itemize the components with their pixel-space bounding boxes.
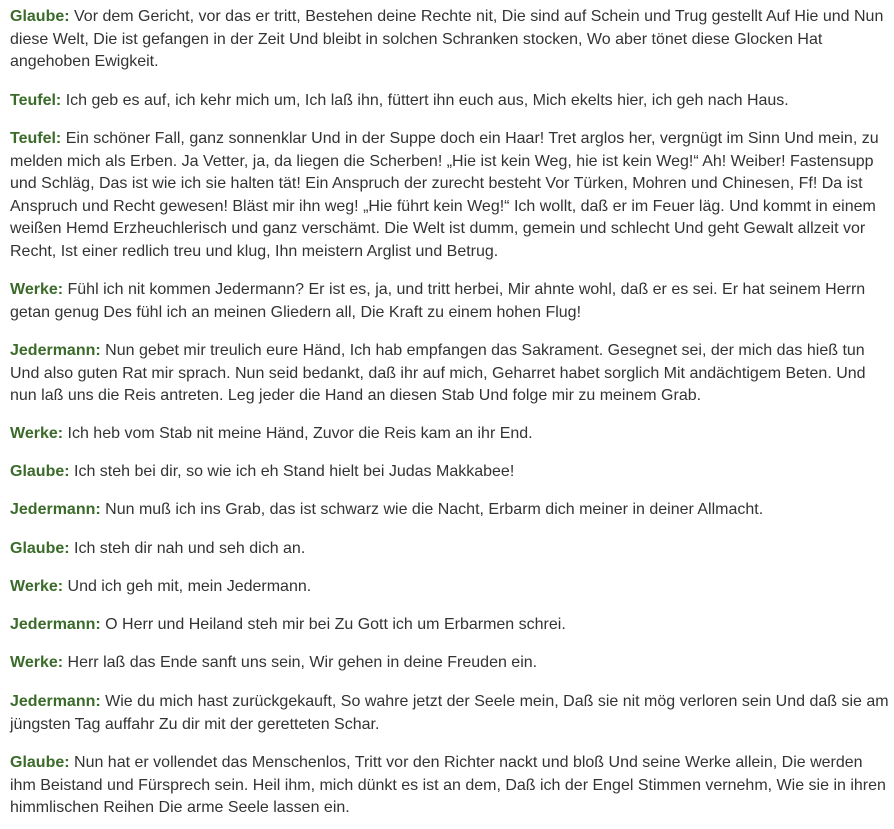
dialogue-line	[10, 423, 892, 446]
line-text: Vor dem Gericht, vor das er tritt, Bestehen deine Rechte nit, Die sind auf Schein und Trug gestellt Auf Hie und Nun diese Welt, Die ist gefangen in der Zeit Und bleibt in solchen Schranken stocken, Wo aber tönet diese Glocken Hat angehoben Ewigkeit.	[10, 8, 884, 71]
speaker-name: Werke:	[10, 654, 64, 671]
dialogue-line	[10, 691, 892, 736]
speaker-name: Jedermann:	[10, 342, 101, 359]
speaker-name: Teufel:	[10, 92, 62, 109]
speaker-name: Werke:	[10, 578, 64, 595]
speaker-name: Glaube:	[10, 754, 70, 771]
line-text: Wie du mich hast zurückgekauft, So wahre jetzt der Seele mein, Daß sie nit mög verloren sein Und daß sie am jüngsten Tag auffahr Zu dir mit der geretteten Schar.	[10, 693, 889, 733]
speaker-name: Glaube:	[10, 8, 70, 25]
speaker-name: Teufel:	[10, 130, 62, 147]
dialogue-line	[10, 340, 892, 408]
dialogue-line	[10, 499, 892, 522]
speaker-name: Glaube:	[10, 463, 70, 480]
line-text: Ich steh dir nah und seh dich an.	[69, 540, 306, 557]
line-text: Ich steh bei dir, so wie ich eh Stand hielt bei Judas Makkabee!	[69, 463, 515, 480]
speaker-name: Werke:	[10, 425, 64, 442]
dialogue-line	[10, 461, 892, 484]
dialogue-line	[10, 752, 892, 820]
line-text: Und ich geh mit, mein Jedermann.	[63, 578, 312, 595]
line-text: O Herr und Heiland steh mir bei Zu Gott ich um Erbarmen schrei.	[100, 616, 566, 633]
dialogue-line	[10, 90, 892, 113]
dialogue-line	[10, 538, 892, 561]
dialogue-line	[10, 279, 892, 324]
dialogue-line	[10, 576, 892, 599]
dialogue-line	[10, 6, 892, 74]
speaker-name: Werke:	[10, 281, 64, 298]
dialogue-line	[10, 128, 892, 264]
line-text: Herr laß das Ende sanft uns sein, Wir gehen in deine Freuden ein.	[63, 654, 538, 671]
speaker-name: Jedermann:	[10, 501, 101, 518]
speaker-name: Glaube:	[10, 540, 70, 557]
line-text: Nun muß ich ins Grab, das ist schwarz wie die Nacht, Erbarm dich meiner in deiner Allmacht.	[100, 501, 764, 518]
line-text: Nun gebet mir treulich eure Händ, Ich hab empfangen das Sakrament. Gesegnet sei, der mich das hieß tun Und also guten Rat mir sprach. Nun seid bedankt, daß ihr auf mich, Geharret habet sorglich Mit andächtigem Beten. Und nun laß uns die Reis antreten. Leg jeder die Hand an diesen Stab Und folge mir zu meinem Grab.	[10, 342, 866, 405]
line-text: Ich heb vom Stab nit meine Händ, Zuvor die Reis kam an ihr End.	[63, 425, 533, 442]
line-text: Ein schöner Fall, ganz sonnenklar Und in der Suppe doch ein Haar! Tret arglos her, vergnügt im Sinn Und mein, zu melden mich als Erben. Ja Vetter, ja, da liegen die Scherben! „Hie ist kein Weg, hie ist kein Weg!“ Ah! Weiber! Fastensupp und Schläg, Das ist wie ich sie halten tät! Ein Anspruch der zurecht besteht Vor Türken, Mohren und Chinesen, Ff! Da ist Anspruch und Recht gewesen! Bläst mir ihn weg! „Hie führt kein Weg!“ Ich wollt, daß er im Feuer läg. Und kommt in einem weißen Hemd Erzheuchlerisch und ganz verschämt. Die Welt ist dumm, gemein und schlecht Und geht Gewalt allzeit vor Recht, Ist einer redlich treu und klug, Ihn meistern Arglist und Betrug.	[10, 130, 879, 260]
speaker-name: Jedermann:	[10, 616, 101, 633]
speaker-name: Jedermann:	[10, 693, 101, 710]
line-text: Nun hat er vollendet das Menschenlos, Tritt vor den Richter nackt und bloß Und seine Werke allein, Die werden ihm Beistand und Fürsprech sein. Heil ihm, mich dünkt es ist an dem, Daß ich der Engel Stimmen vernehm, Wie sie in ihren himmlischen Reihen Die arme Seele lassen ein.	[10, 754, 886, 817]
dialogue-line	[10, 614, 892, 637]
line-text: Fühl ich nit kommen Jedermann? Er ist es, ja, und tritt herbei, Mir ahnte wohl, daß er es sei. Er hat seinem Herrn getan genug Des fühl ich an meinen Gliedern all, Die Kraft zu einem hohen Flug!	[10, 281, 866, 321]
dialogue-line	[10, 652, 892, 675]
line-text: Ich geb es auf, ich kehr mich um, Ich laß ihn, füttert ihn euch aus, Mich ekelts hier, ich geh nach Haus.	[61, 92, 789, 109]
